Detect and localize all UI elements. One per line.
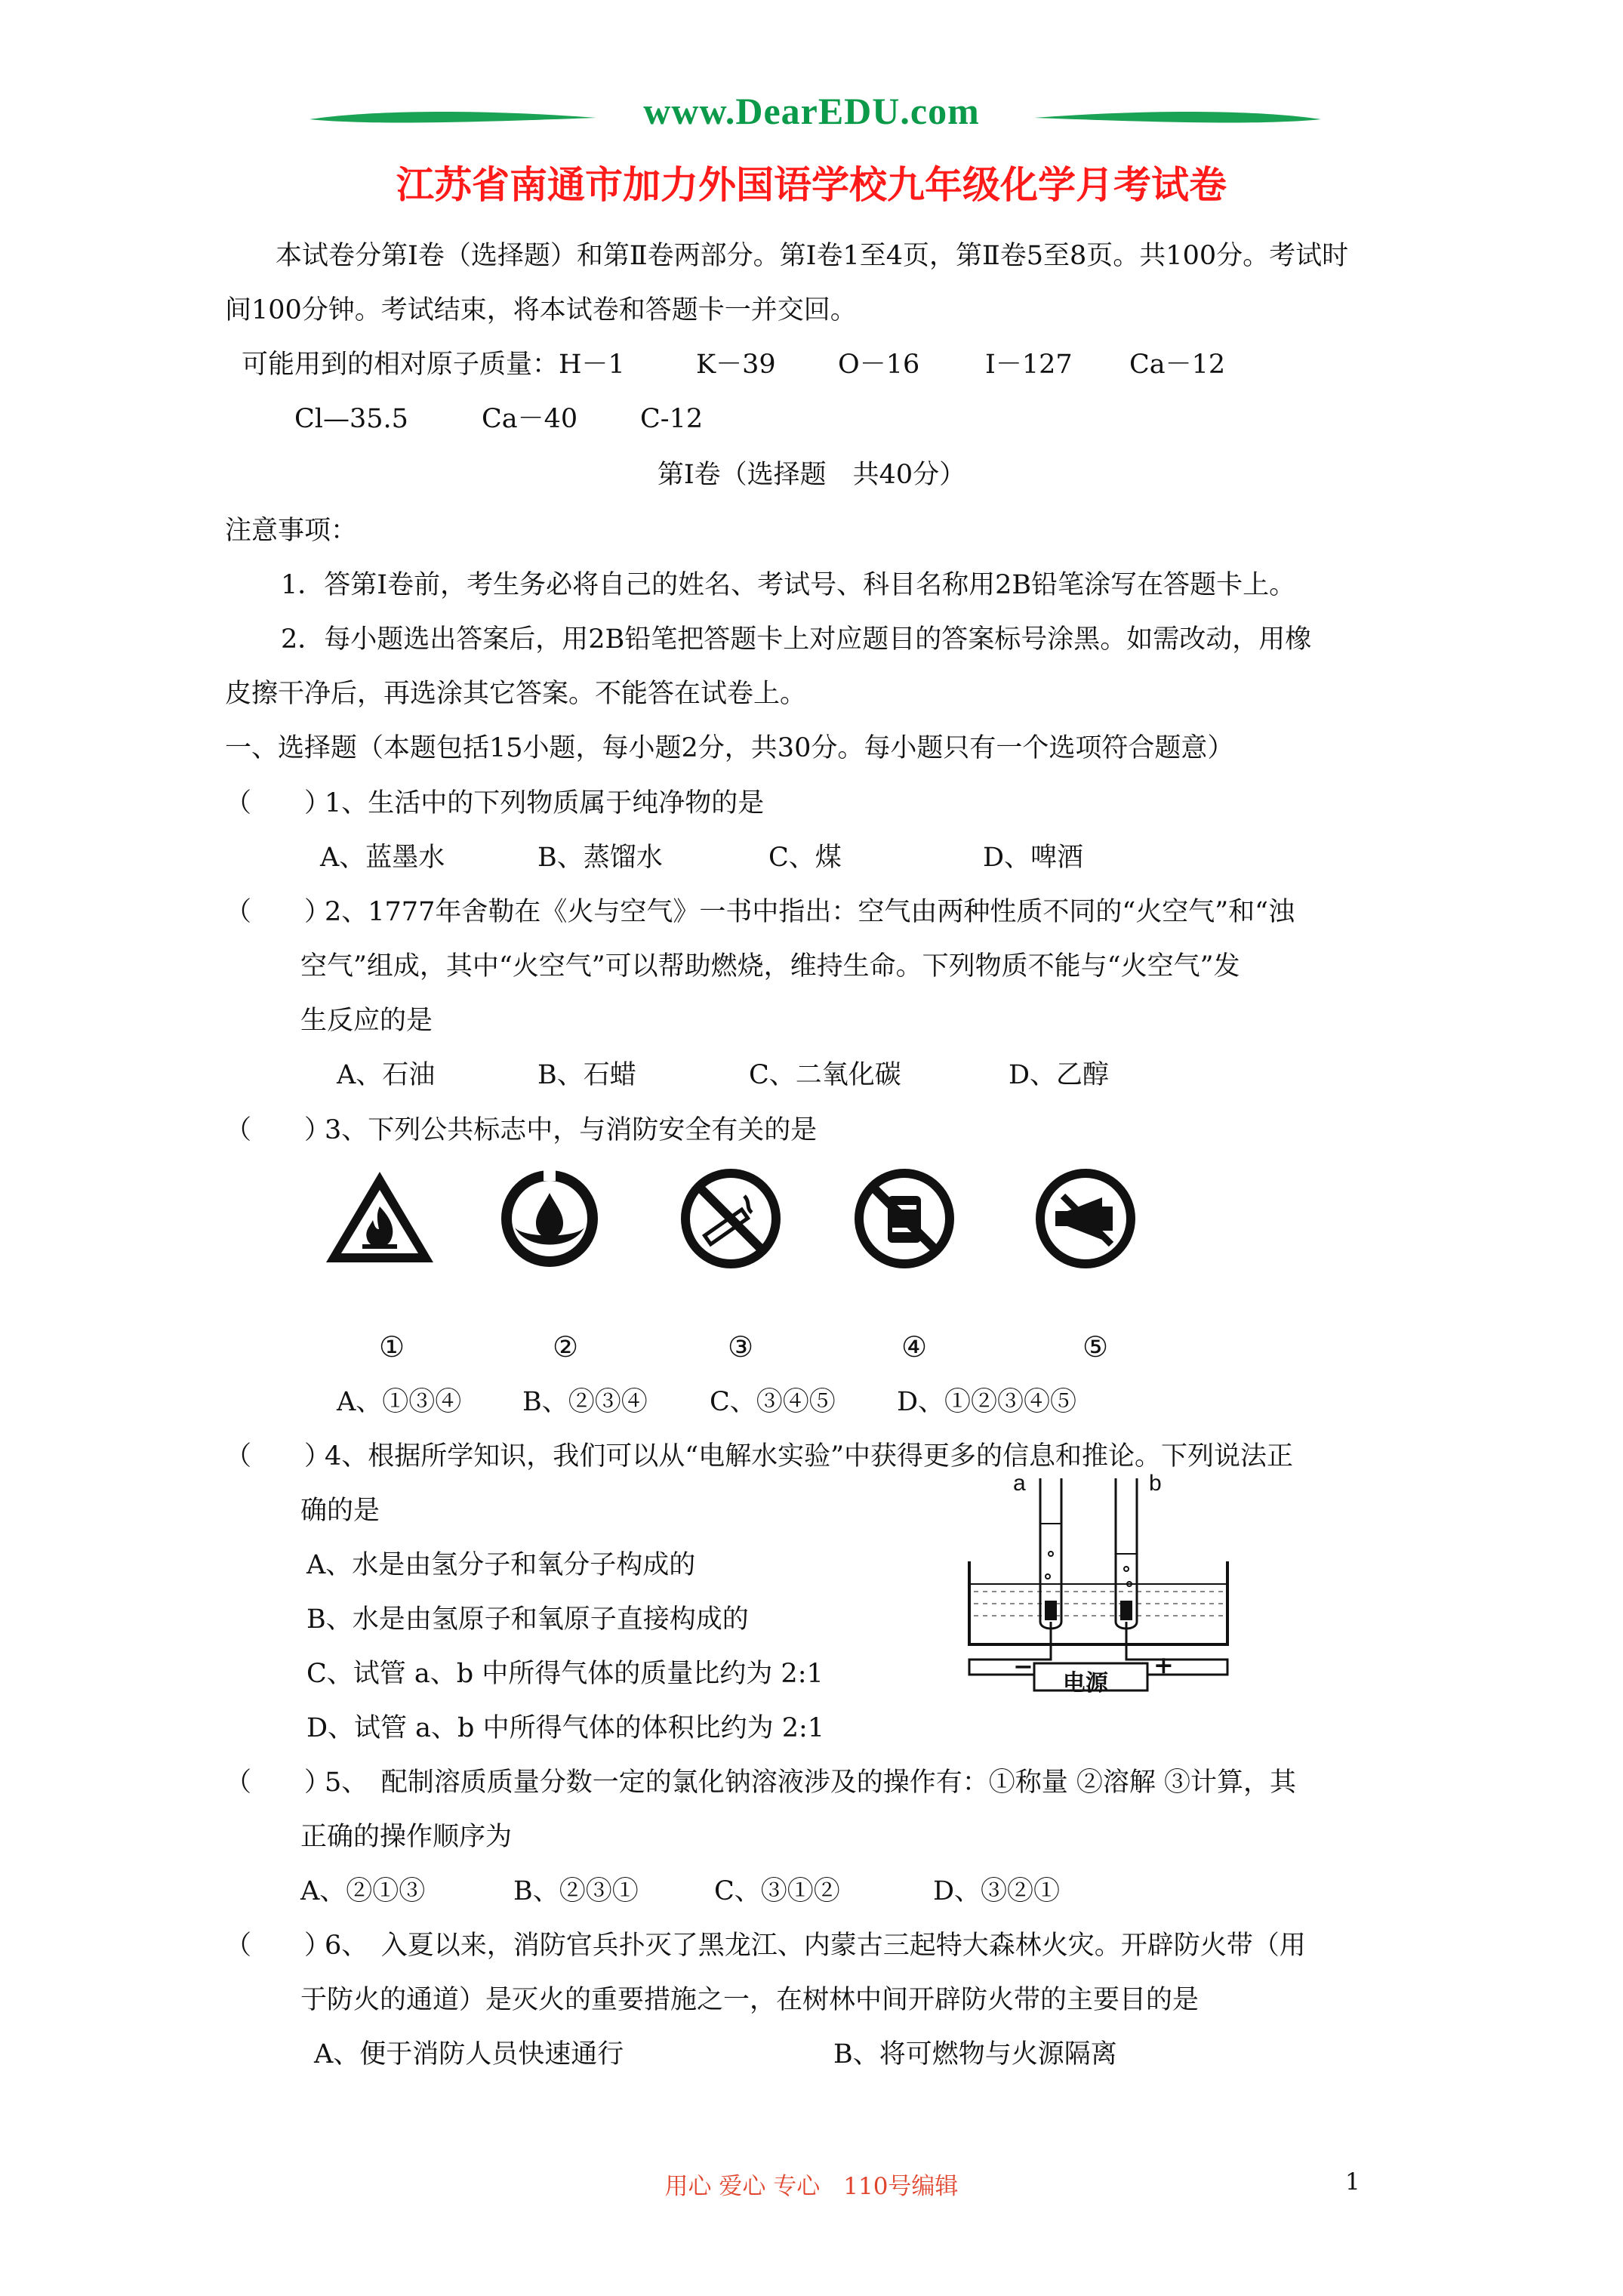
notice-2-line-2: 皮擦干净后，再选涂其它答案。不能答在试卷上。 xyxy=(225,679,807,709)
mass-c: C-12 xyxy=(640,404,704,434)
mass-k: K－39 xyxy=(696,350,776,380)
mass-ca2: Ca－40 xyxy=(482,404,578,434)
q6-option-b[interactable]: B、将可燃物与火源隔离 xyxy=(833,2039,1117,2069)
q1-paren[interactable]: （ ） xyxy=(225,788,331,818)
mass-i: I－127 xyxy=(985,350,1073,380)
power-plus: + xyxy=(1153,1650,1174,1679)
sign-label-1: ① xyxy=(379,1330,405,1364)
page-number: 1 xyxy=(1345,2168,1360,2196)
power-minus: − xyxy=(1013,1652,1033,1681)
q5-stem-1: 5、 配制溶质质量分数一定的氯化钠溶液涉及的操作有：①称量 ②溶解 ③计算，其 xyxy=(325,1767,1297,1798)
q1-option-c[interactable]: C、煤 xyxy=(768,843,842,873)
sign-label-4: ④ xyxy=(901,1330,928,1364)
section-title: 第Ⅰ卷（选择题 共40分） xyxy=(657,460,966,490)
electrolysis-diagram xyxy=(966,1471,1230,1697)
tube-a-label: a xyxy=(1013,1471,1026,1496)
footer-text: 用心 爱心 专心 110号编辑 xyxy=(664,2173,959,2200)
q4-stem-2: 确的是 xyxy=(300,1496,380,1526)
q1-stem: 1、生活中的下列物质属于纯净物的是 xyxy=(325,788,765,818)
q3-option-c[interactable]: C、③④⑤ xyxy=(710,1387,836,1417)
q4-option-b[interactable]: B、水是由氢原子和氧原子直接构成的 xyxy=(306,1604,749,1635)
water-saving-sign-icon xyxy=(497,1166,602,1271)
q3-stem: 3、下列公共标志中，与消防安全有关的是 xyxy=(325,1115,818,1145)
intro-line-2: 间100分钟。考试结束，将本试卷和答题卡一并交回。 xyxy=(225,295,857,325)
q2-stem-2: 空气”组成，其中“火空气”可以帮助燃烧，维持生命。下列物质不能与“火空气”发 xyxy=(300,951,1240,982)
q6-option-a[interactable]: A、便于消防人员快速通行 xyxy=(314,2039,624,2069)
q6-paren[interactable]: （ ） xyxy=(225,1931,331,1961)
notice-2-line-1: 2．每小题选出答案后，用2B铅笔把答题卡上对应题目的答案标号涂黑。如需改动，用橡 xyxy=(281,624,1312,655)
q5-option-a[interactable]: A、②①③ xyxy=(300,1876,426,1906)
sign-label-5: ⑤ xyxy=(1083,1330,1109,1364)
q3-paren[interactable]: （ ） xyxy=(225,1115,331,1145)
q4-option-a[interactable]: A、水是由氢分子和氧分子构成的 xyxy=(306,1550,696,1580)
q3-option-b[interactable]: B、②③④ xyxy=(522,1387,648,1417)
site-url[interactable]: www.DearEDU.com xyxy=(643,90,980,132)
part-title: 一、选择题（本题包括15小题，每小题2分，共30分。每小题只有一个选项符合题意） xyxy=(225,733,1234,763)
q2-stem-1: 2、1777年舍勒在《火与空气》一书中指出：空气由两种性质不同的“火空气”和“浊 xyxy=(325,897,1295,927)
intro-line-1: 本试卷分第Ⅰ卷（选择题）和第Ⅱ卷两部分。第Ⅰ卷1至4页，第Ⅱ卷5至8页。共100分。考试时 xyxy=(276,241,1349,271)
flammable-warning-sign-icon xyxy=(323,1169,436,1267)
q5-option-d[interactable]: D、③②① xyxy=(933,1876,1061,1906)
q5-option-c[interactable]: C、③①② xyxy=(714,1876,840,1906)
q2-option-a[interactable]: A、石油 xyxy=(337,1060,436,1090)
notice-title: 注意事项： xyxy=(225,516,358,546)
tube-b-label: b xyxy=(1149,1471,1162,1496)
mass-o: O－16 xyxy=(838,350,920,380)
q4-option-c[interactable]: C、试管 a、b 中所得气体的质量比约为 2:1 xyxy=(306,1659,824,1689)
q4-stem-1: 4、根据所学知识，我们可以从“电解水实验”中获得更多的信息和推论。下列说法正 xyxy=(325,1441,1294,1472)
no-flammables-sign-icon xyxy=(852,1166,957,1271)
q1-option-a[interactable]: A、蓝墨水 xyxy=(320,843,445,873)
sign-label-2: ② xyxy=(553,1330,579,1364)
q3-option-a[interactable]: A、①③④ xyxy=(337,1387,462,1417)
q2-option-b[interactable]: B、石蜡 xyxy=(537,1060,636,1090)
mass-label: 可能用到的相对原子质量：H－1 xyxy=(242,350,625,380)
page-title: 江苏省南通市加力外国语学校九年级化学月考试卷 xyxy=(396,162,1227,207)
q5-option-b[interactable]: B、②③① xyxy=(513,1876,639,1906)
q5-stem-2: 正确的操作顺序为 xyxy=(300,1822,513,1852)
q2-stem-3: 生反应的是 xyxy=(300,1006,433,1036)
mass-ca: Ca－12 xyxy=(1129,350,1226,380)
q5-paren[interactable]: （ ） xyxy=(225,1767,331,1798)
q4-option-d[interactable]: D、试管 a、b 中所得气体的体积比约为 2:1 xyxy=(306,1713,825,1743)
q6-stem-2: 于防火的通道）是灭火的重要措施之一，在树林中间开辟防火带的主要目的是 xyxy=(300,1985,1200,2015)
q3-option-d[interactable]: D、①②③④⑤ xyxy=(897,1387,1077,1417)
sign-label-3: ③ xyxy=(728,1330,754,1364)
mass-cl: Cl—35.5 xyxy=(294,404,408,434)
no-horn-sign-icon xyxy=(1033,1166,1138,1271)
q6-stem-1: 6、 入夏以来，消防官兵扑灭了黑龙江、内蒙古三起特大森林火灾。开辟防火带（用 xyxy=(325,1931,1306,1961)
q2-option-c[interactable]: C、二氧化碳 xyxy=(749,1060,901,1090)
q1-option-b[interactable]: B、蒸馏水 xyxy=(537,843,663,873)
power-source-label: 电源 xyxy=(1063,1670,1108,1697)
no-smoking-sign-icon xyxy=(678,1166,784,1271)
q1-option-d[interactable]: D、啤酒 xyxy=(983,843,1084,873)
q2-paren[interactable]: （ ） xyxy=(225,897,331,927)
q4-paren[interactable]: （ ） xyxy=(225,1441,331,1472)
notice-1: 1．答第Ⅰ卷前，考生务必将自己的姓名、考试号、科目名称用2B铅笔涂写在答题卡上。 xyxy=(281,570,1296,600)
q2-option-d[interactable]: D、乙醇 xyxy=(1009,1060,1110,1090)
